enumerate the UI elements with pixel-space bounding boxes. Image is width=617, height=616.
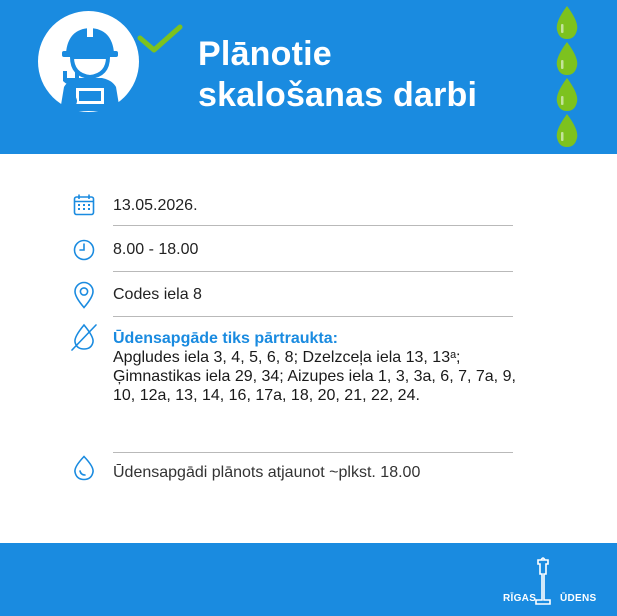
water-drop-icon bbox=[73, 455, 95, 481]
date-text: 13.05.2026. bbox=[113, 197, 198, 214]
worker-icon bbox=[38, 11, 139, 112]
page-title bbox=[198, 34, 477, 116]
location-text: Codes iela 8 bbox=[113, 286, 202, 303]
check-icon bbox=[136, 24, 184, 56]
worker-badge bbox=[38, 11, 139, 112]
clock-icon bbox=[73, 239, 95, 261]
logo-text-left: RĪGAS bbox=[503, 593, 537, 604]
restore-text: Ūdensapgādi plānots atjaunot ~plkst. 18.00 bbox=[113, 464, 421, 481]
title-line-2: skalošanas darbi bbox=[198, 76, 478, 114]
interruption-title: Ūdensapgāde tiks pārtraukta: bbox=[113, 330, 338, 347]
title-line-1: Plānotie bbox=[198, 35, 332, 73]
no-water-icon bbox=[70, 322, 98, 352]
water-drop-icon bbox=[557, 78, 578, 111]
divider bbox=[113, 225, 513, 226]
water-drop-icon bbox=[557, 6, 578, 39]
water-drops-decoration bbox=[553, 6, 583, 148]
time-text: 8.00 - 18.00 bbox=[113, 241, 199, 258]
divider bbox=[113, 452, 513, 453]
logo-text-right: ŪDENS bbox=[560, 593, 597, 604]
location-pin-icon bbox=[73, 281, 95, 309]
interruption-addresses: Apgludes iela 3, 4, 5, 6, 8; Dzelzceļa iela 13, 13ᵃ; Ģimnastikas iela 29, 34; Aizupes iela 1, 3, 3a, 6, 7, 7a, 9, 10, 12a, 13, 14, 16, 17a, 18, 20, 21, 22, 24. bbox=[113, 349, 516, 404]
divider bbox=[113, 316, 513, 317]
divider bbox=[113, 271, 513, 272]
water-drop-icon bbox=[557, 42, 578, 75]
calendar-icon bbox=[73, 194, 95, 216]
water-drop-icon bbox=[557, 114, 578, 147]
